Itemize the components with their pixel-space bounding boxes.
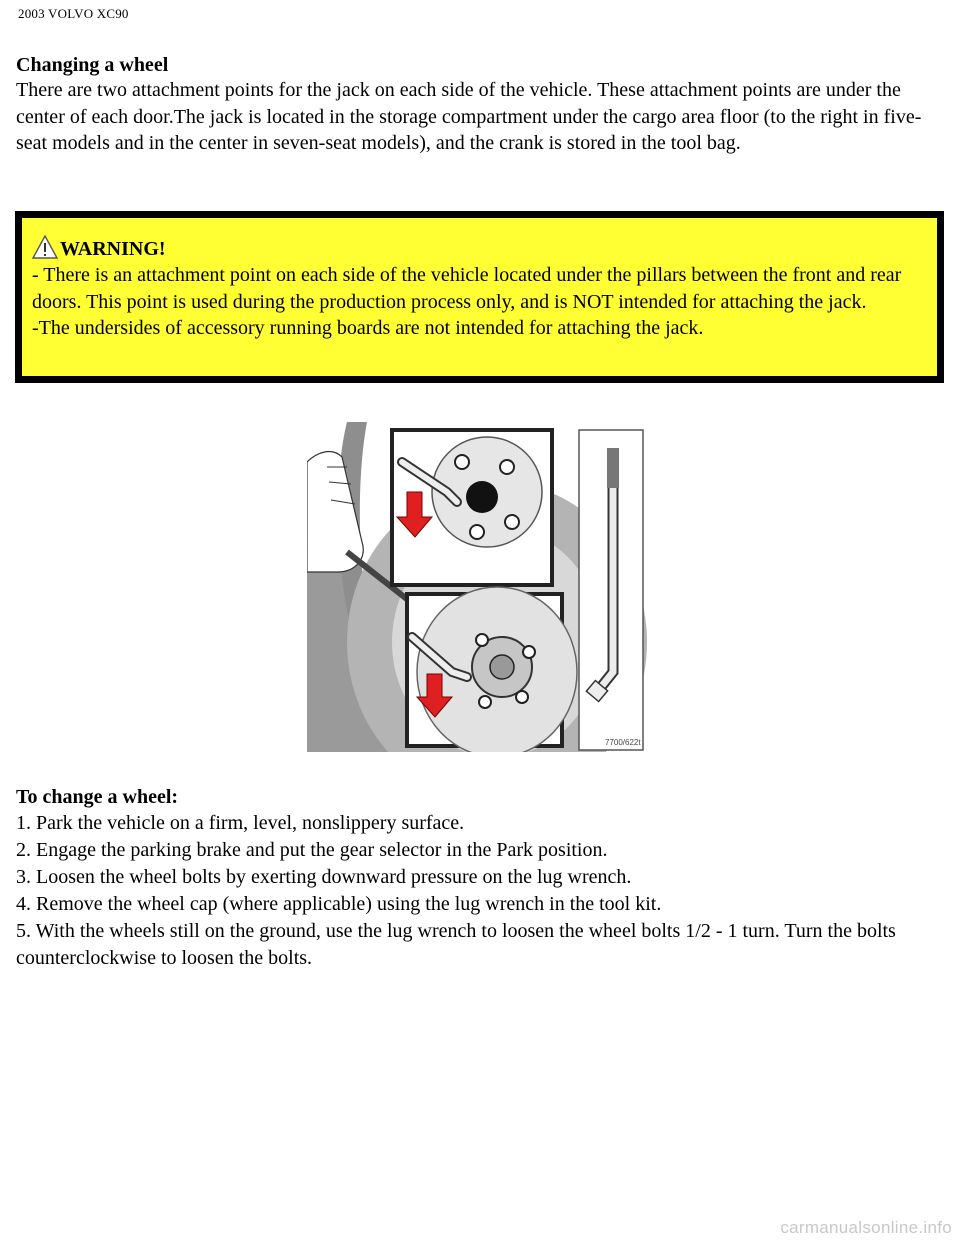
- wheel-change-illustration: [307, 422, 647, 752]
- warning-box: [15, 211, 944, 383]
- warning-triangle-icon: [32, 235, 58, 259]
- document-header: 2003 VOLVO XC90: [18, 6, 129, 21]
- steps-list: [16, 810, 946, 972]
- section-title: Changing a wheel: [16, 54, 169, 76]
- warning-text-line: - There is an attachment point on each side of the vehicle located under the pillars between the front and rear doors. This point is used during the production process only, and is NOT intended for attaching the jack.: [32, 264, 902, 313]
- list-item: 1. Park the vehicle on a firm, level, nonslippery surface.: [16, 812, 465, 834]
- list-item: 4. Remove the wheel cap (where applicable) using the lug wrench in the tool kit.: [16, 893, 662, 915]
- steps-title: To change a wheel:: [16, 786, 179, 808]
- warning-heading: [32, 232, 929, 262]
- watermark: carmanualsonline.info: [780, 1218, 952, 1237]
- list-item: 5. With the wheels still on the ground, use the lug wrench to loosen the wheel bolts 1/2 - 1 turn. Turn the bolts counterclockwise to loosen the bolts.: [16, 920, 896, 969]
- warning-title: WARNING!: [60, 237, 166, 260]
- warning-text-line: -The undersides of accessory running boards are not intended for attaching the jack.: [32, 317, 704, 339]
- list-item: 2. Engage the parking brake and put the gear selector in the Park position.: [16, 839, 608, 861]
- warning-box-inner: [21, 217, 938, 377]
- illustration-svg: [307, 422, 647, 752]
- list-item: 3. Loosen the wheel bolts by exerting downward pressure on the lug wrench.: [16, 866, 632, 888]
- intro-paragraph: There are two attachment points for the jack on each side of the vehicle. These attachment points are under the center of each door.The jack is located in the storage compartment under the cargo area floor (to the right in five-seat models and in the center in seven-seat models), and the crank is stored in the tool bag.: [16, 79, 922, 154]
- figure-code: 7700/622t: [605, 738, 641, 747]
